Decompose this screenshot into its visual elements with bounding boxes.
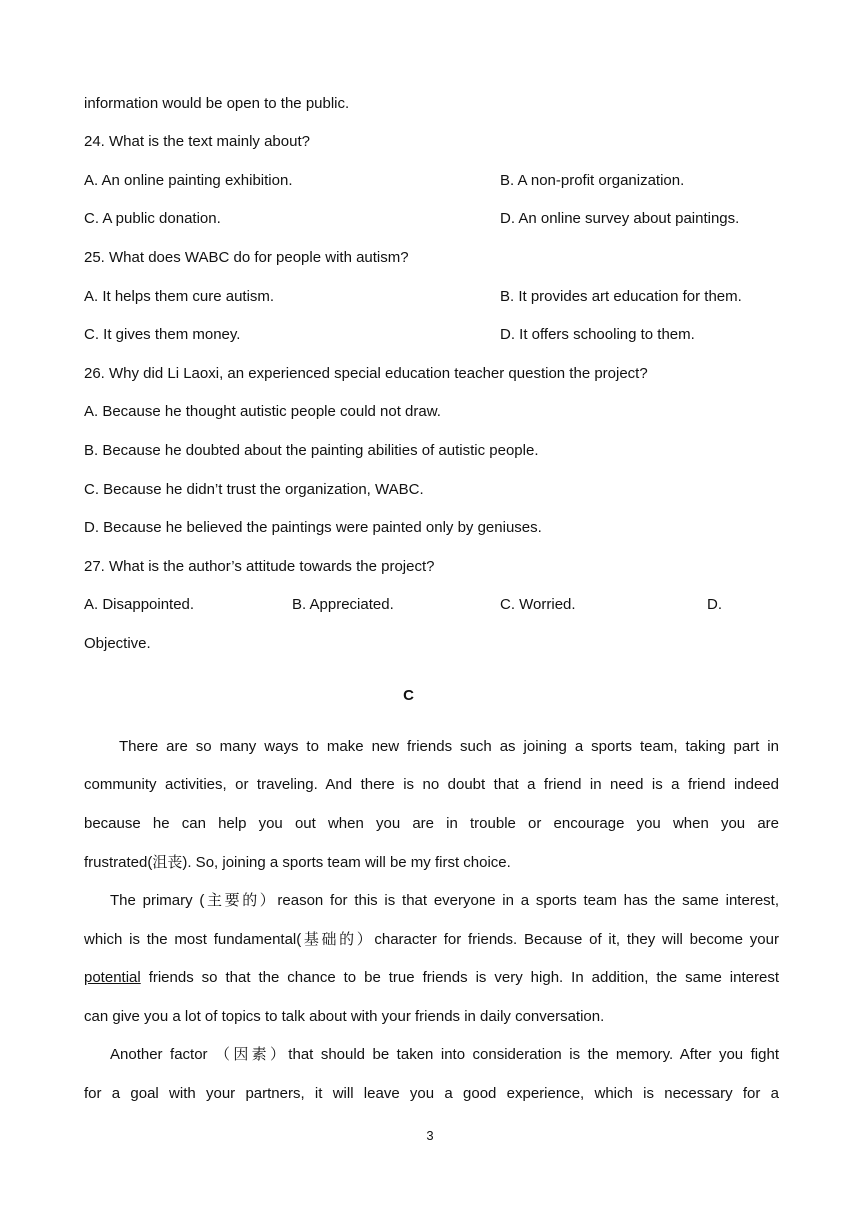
option-25-b: B. It provides art education for them.	[500, 288, 742, 305]
option-24-c: C. A public donation.	[84, 210, 221, 227]
option-25-d: D. It offers schooling to them.	[500, 326, 695, 343]
text-line: information would be open to the public.	[84, 95, 350, 112]
paragraph-1-line: because he can help you out when you are in trouble or encourage you when you are	[84, 815, 779, 832]
option-27-d: D.	[707, 596, 722, 613]
question-26: 26. Why did Li Laoxi, an experienced special education teacher question the project?	[84, 365, 648, 382]
paragraph-2-line: The primary (主要的）reason for this is that everyone in a sports team has the same interest,	[110, 892, 779, 909]
paragraph-3-line: for a goal with your partners, it will leave you a good experience, which is necessary for a	[84, 1085, 779, 1102]
paragraph-1-line: frustrated(沮丧). So, joining a sports team will be my first choice.	[84, 854, 511, 871]
question-27: 27. What is the author’s attitude towards the project?	[84, 558, 435, 575]
question-24: 24. What is the text mainly about?	[84, 133, 310, 150]
option-24-a: A. An online painting exhibition.	[84, 172, 293, 189]
paragraph-1-line: There are so many ways to make new friends such as joining a sports team, taking part in	[119, 738, 779, 755]
paragraph-2-line	[84, 968, 779, 988]
paragraph-3-line: Another factor （因素）that should be taken into consideration is the memory. After you fight	[110, 1046, 779, 1063]
option-27-a: A. Disappointed.	[84, 596, 195, 613]
paragraph-2-text: friends so that the chance to be true friends is very high. In addition, the same interest	[140, 969, 779, 986]
option-24-b: B. A non-profit organization.	[500, 172, 685, 189]
question-25: 25. What does WABC do for people with autism?	[84, 249, 409, 266]
option-26-b: B. Because he doubted about the painting abilities of autistic people.	[84, 442, 539, 459]
option-26-d: D. Because he believed the paintings were painted only by geniuses.	[84, 519, 542, 536]
page-number: 3	[426, 1128, 434, 1143]
option-25-c: C. It gives them money.	[84, 326, 241, 343]
paragraph-1-line: community activities, or traveling. And there is no doubt that a friend in need is a friend indeed	[84, 776, 779, 793]
option-26-a: A. Because he thought autistic people could not draw.	[84, 403, 441, 420]
option-27-d-text: Objective.	[84, 635, 151, 652]
paragraph-2-line: can give you a lot of topics to talk about with your friends in daily conversation.	[84, 1008, 605, 1025]
option-24-d: D. An online survey about paintings.	[500, 210, 740, 227]
option-27-b: B. Appreciated.	[292, 596, 394, 613]
option-26-c: C. Because he didn’t trust the organization, WABC.	[84, 481, 424, 498]
section-heading: C	[403, 687, 414, 704]
option-27-c: C. Worried.	[500, 596, 576, 613]
underlined-word: potential	[84, 969, 141, 986]
paragraph-2-line: which is the most fundamental(基础的）character for friends. Because of it, they will become your	[84, 931, 779, 948]
option-25-a: A. It helps them cure autism.	[84, 288, 275, 305]
